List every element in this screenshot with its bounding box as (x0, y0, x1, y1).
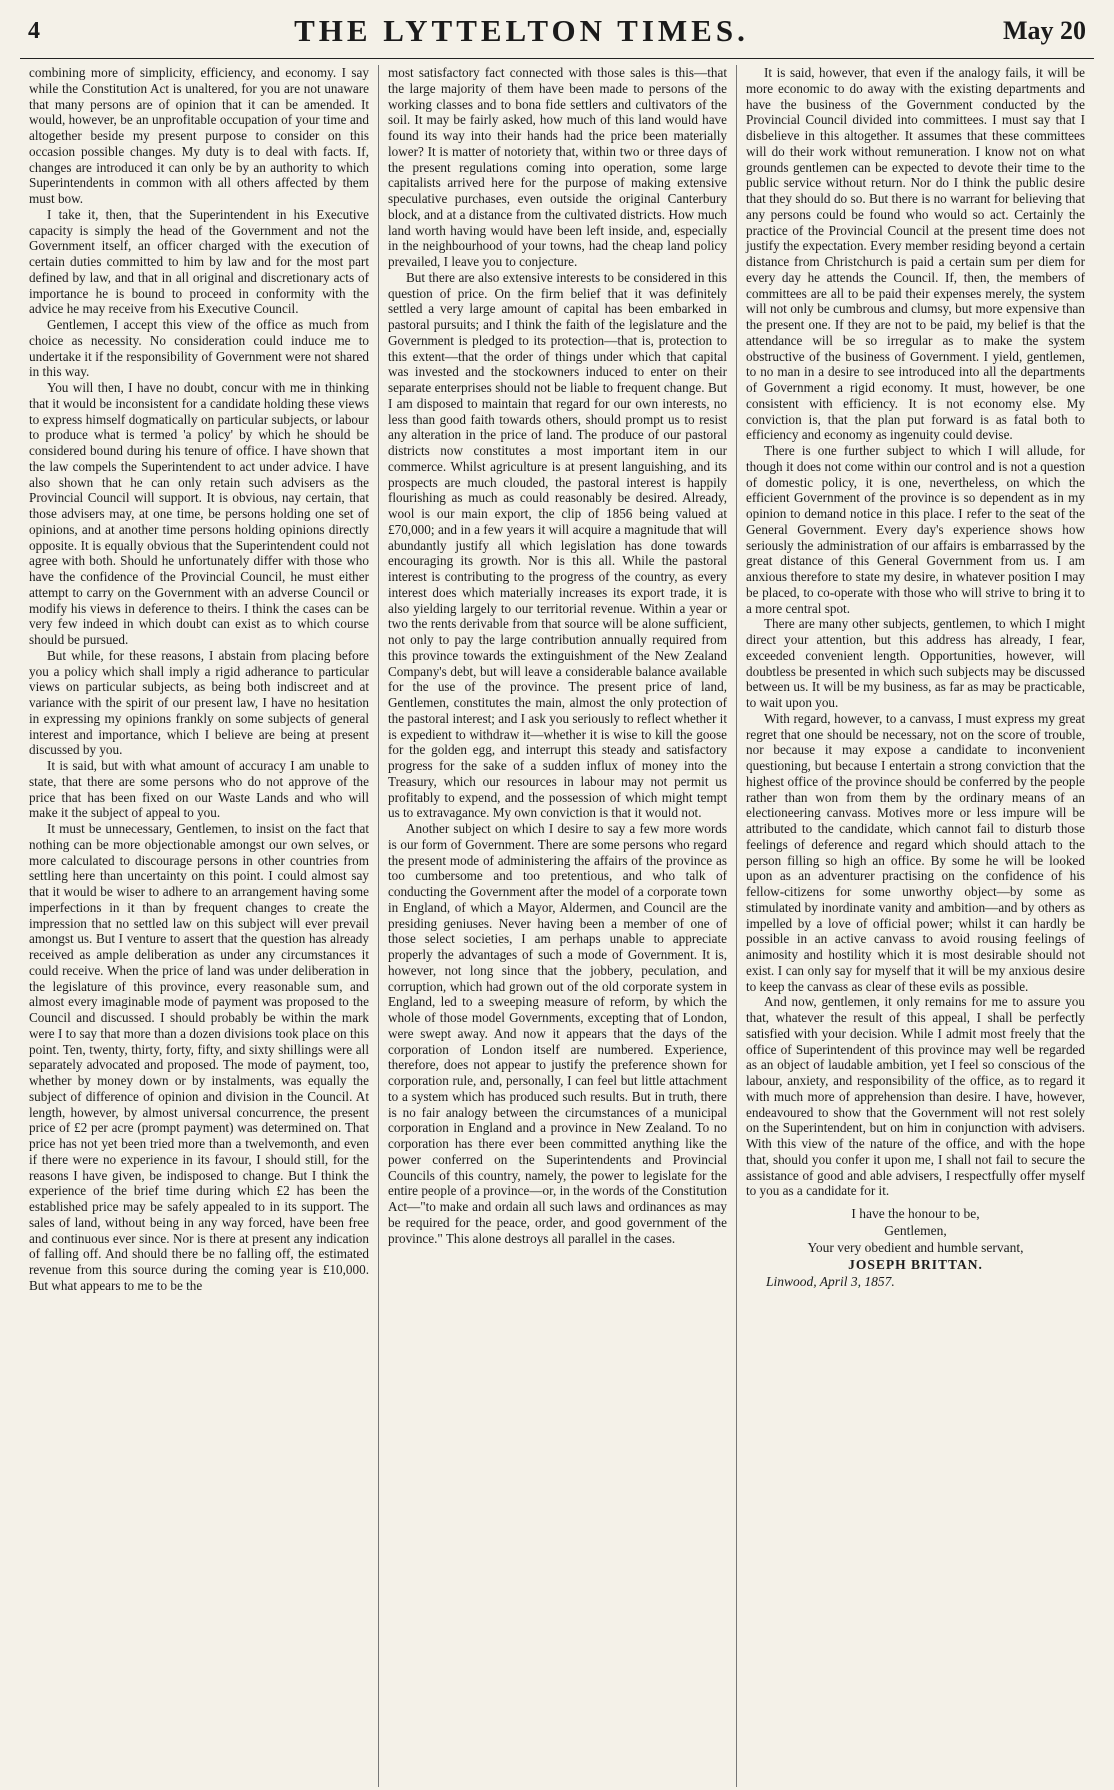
signoff-name: JOSEPH BRITTAN. (848, 1257, 983, 1272)
signoff-valediction: Your very obedient and humble servant, (807, 1240, 1024, 1255)
column-1-paragraph: I take it, then, that the Superintendent in his Executive capacity is simply the head of the Government and not the Government itself, an officer charged with the execution of certain duties committed to him by law and for the most part defined by law, and that in all original and discretionary acts of importance he is bound to proceed in conformity with the advice he may receive from his Executive Council. (29, 206, 369, 317)
signoff-salutation: Gentlemen, (884, 1223, 947, 1238)
column-2-paragraph: most satisfactory fact connected with those sales is this—that the large majority of them have been made to persons of the working classes and to bona fide settlers and cultivators of the soil. It may be fairly asked, how much of this land would have found its way into their hands had the price been materially lower? It is matter of notoriety that, within two or three days of the present regulations coming into operation, some large capitalists arrived here for the purpose of making extensive speculative purchases, even outside the original Canterbury block, and at a distance from the cultivated districts. How much land worth having would have been left inside, and, especially in the neighbourhood of your towns, had the cheap land policy prevailed, I leave you to conjecture. (388, 65, 727, 269)
column-3-body (746, 65, 1085, 1199)
column-1-paragraph: You will then, I have no doubt, concur with me in thinking that it would be inconsistent for a candidate holding these views to express himself dogmatically on particular subjects, or labour to produce what is termed 'a policy' by which he should be considered bound during his tenure of office. I have shown that the law compels the Superintendent to act under advice. I have also shown that he can only retain such advisers as the Provincial Council will support. It is obvious, nay certain, that those advisers may, at one time, be persons holding one set of opinions, and at another time persons holding opinions directly opposite. It is equally obvious that the Superintendent could not agree with both. Should he unfortunately differ with those who have the confidence of the Provincial Council, he must either attempt to carry on the Government with an adverse Council or modify his views in deference to theirs. I think the cases can be very few indeed in which doubt can exist as to which course should be pursued. (29, 380, 369, 647)
column-1-paragraph: combining more of simplicity, efficiency, and economy. I say while the Constitution Act is unaltered, for you are not unaware that many persons are of opinion that it can be amended. It would, however, be an unprofitable occupation of your time and altogether beside my present purpose to consider on this occasion possible changes. My duty is to deal with facts. If, changes are introduced it can only be by an authority to which Superintendents in common with all others affected by them must bow. (29, 65, 369, 206)
page-number: 4 (28, 17, 40, 44)
column-2-paragraph: Another subject on which I desire to say a few more words is our form of Government. There are some persons who regard the present mode of administering the affairs of the province as too cumbersome and too pretentious, and who talk of conducting the Government after the model of a corporate town in England, of which a Mayor, Aldermen, and Council are the presiding geniuses. Never having been a member of one of those select societies, I am perhaps unable to appreciate properly the advantages of such a mode of Government. It is, however, not long since that the jobbery, peculation, and corruption, which had grown out of the old corporate system in England, led to a sweeping measure of reform, by which the whole of those model Governments, excepting that of London, were swept away. And now it appears that the days of the corporation of London itself are numbered. Experience, therefore, does not appear to justify the preference shown for corporation rule, and, personally, I can feel but little attachment to a system which has produced such results. But in truth, there is no fair analogy between the circumstances of a municipal corporation in England and a province in New Zealand. To no corporation has there ever been committed anything like the power conferred on the Superintendents and Provincial Councils of this country, namely, the power to legislate for the entire people of a province—or, in the words of the Constitution Act—"to make and ordain all such laws and ordinances as may be required for the peace, order, and good government of the province." This alone destroys all parallel in the cases. (388, 821, 727, 1246)
column-1-paragraph: It must be unnecessary, Gentlemen, to insist on the fact that nothing can be more objectionable amongst our own selves, or more calculated to discourage persons in other countries from settling here than uncertainty on this point. I could almost say that it would be wiser to adhere to an arrangement having some imperfections in it than by frequent changes to create the impression that no settled law on this subject will ever prevail amongst us. But I venture to assert that the question has already received as ample deliberation as under any circumstances it could receive. When the price of land was under deliberation in the legislature of this province, every reasonable sum, and almost every imaginable mode of payment was proposed to the Council and discussed. I should probably be within the mark were I to say that more than a dozen divisions took place on this point. Ten, twenty, thirty, forty, fifty, and sixty shillings were all separately advocated and proposed. The mode of payment, too, whether by money down or by instalments, was equally the subject of difference of opinion and division in the Council. At length, however, by almost universal concurrence, the present price of £2 per acre (prompt payment) was determined on. That price has not yet been tried more than a twelvemonth, and even if there were no experience in its favour, I should still, for the reasons I have given, be indisposed to change. But I think the experience of the brief time during which £2 has been the established price may be safely appealed to in its support. The sales of land, without being in any way forced, have been free and continuous ever since. Nor is there at present any indication of falling off. And should there be no falling off, the estimated revenue from this source during the coming year is £10,000. But what appears to me to be the (29, 821, 369, 1293)
issue-date: May 20 (1002, 16, 1086, 45)
column-2-paragraph: But there are also extensive interests to be considered in this question of price. On the firm belief that it was definitely settled a very large amount of capital has been embarked in pastoral pursuits; and I think the faith of the legislature and the Government is pledged to its protection—that is, protection to this extent—that the order of things under which that capital was invested and the stockowners induced to enter on their separate enterprises should not be liable to frequent change. But I am disposed to maintain that regard for our own interests, no less than good faith towards others, should prompt us to resist any alteration in the price of land. The produce of our pastoral districts now constitutes a most important item in our commerce. Whilst agriculture is at present languishing, and its prospects are much clouded, the pastoral interest is happily flourishing as much as could reasonably be desired. Already, wool is our main export, the clip of 1856 being valued at £70,000; and in a few years it will acquire a magnitude that will abundantly justify all which legislation has done towards encouraging its growth. Nor is this all. While the pastoral interest is contributing to the progress of the country, as every interest does which materially increases its export trade, it is also yielding largely to our territorial revenue. Within a year or two the rents derivable from that source will be alone sufficient, not only to pay the large contribution annually required from this province towards the extinguishment of the New Zealand Company's debt, but will leave a considerable balance available for the use of the province. The present price of land, Gentlemen, constitutes the main, almost the only protection of the pastoral interest; and I ask you seriously to reflect whether it is expedient to withdraw it—whether it is wise to kill the goose for the golden egg, and interrupt this steady and satisfactory progress for the sake of a sudden influx of money into the Treasury, which our resources in labour may not permit us profitably to expend, and the possession of which might tempt us to extravagance. My own conviction is that it would not. (388, 269, 727, 821)
column-3-paragraph: There is one further subject to which I will allude, for though it does not come within our control and is not a question of domestic policy, it is one, nevertheless, on which the efficient Government of the province is so dependent as in my opinion to demand notice in this place. I refer to the seat of the General Government. Every day's experience shows how seriously the administration of our affairs is embarrassed by the great distance of this General Government from us. I am anxious therefore to state my desire, in whatever position I may be placed, to co-operate with those who will strive to bring it to a more central spot. (746, 443, 1085, 616)
column-3-paragraph: There are many other subjects, gentlemen, to which I might direct your attention, but this address has already, I fear, exceeded convenient length. Opportunities, however, will doubtless be presented in which such subjects may be discussed between us. It will be my business, as far as may be practicable, to wait upon you. (746, 616, 1085, 710)
column-2 (378, 65, 736, 1787)
column-3-paragraph: It is said, however, that even if the analogy fails, it will be more economic to do away with the existing departments and have the business of the Government conducted by the Provincial Council divided into committees. I must say that I disbelieve in this altogether. It assumes that these committees will do their work without remuneration. I know not on what grounds gentlemen can be expected to devote their time to the public service without return. Nor do I think the public desire that they should do so. But there is no warrant for believing that any persons could be found who would so act. Certainly the practice of the Provincial Council at the present time does not justify the expectation. Every member residing beyond a certain distance from Christchurch is paid a certain sum per diem for every day he attends the Council. If, then, the members of committees are all to be paid their expenses merely, the system will not only be cumbrous and clumsy, but more expensive than the present one. If they are not to be paid, my belief is that the attendance will be so irregular as to make the system obstructive of the business of Government. I yield, gentlemen, to no man in a desire to see introduced into all the departments of Government a rigid economy. It must, however, be one consistent with efficiency. It is not economy else. My conviction is, that the plan put forward is as fatal both to efficiency and economy as ingenuity could devise. (746, 65, 1085, 443)
column-1 (20, 65, 378, 1787)
newspaper-title: THE LYTTELTON TIMES. (294, 13, 749, 48)
signoff-closing: I have the honour to be, (851, 1206, 980, 1221)
column-1-paragraph: But while, for these reasons, I abstain from placing before you a policy which shall imply a rigid adherance to particular views on particular subjects, as being both indiscreet and at variance with the spirit of our present law, I have no hesitation in expressing my opinions frankly on some subjects of general interest and importance, which I believe are being at present discussed by you. (29, 647, 369, 758)
signoff-place-date: Linwood, April 3, 1857. (766, 1274, 895, 1289)
masthead (20, 4, 1094, 59)
column-3 (736, 65, 1094, 1787)
column-1-paragraph: It is said, but with what amount of accuracy I am unable to state, that there are some persons who do not approve of the price that has been fixed on our Waste Lands and who will make it the subject of appeal to you. (29, 758, 369, 821)
column-3-paragraph: With regard, however, to a canvass, I must express my great regret that one should be necessary, not on the score of trouble, nor because it may expose a candidate to inconvenient questioning, but because I entertain a strong conviction that the highest office of the province should be conferred by the people rather than won from them by the ordinary means of an electioneering canvass. Motives more or less impure will be attributed to the candidate, which cannot fail to disturb those feelings of deference and regard which should attach to the person filling so high an office. By some he will be looked upon as an adventurer practising on the confidence of his fellow-citizens for some unworthy object—by some as stimulated by inordinate vanity and ambition—and by others as impelled by a love of official power; whilst it can hardly be possible in an active canvass to avoid rousing feelings of animosity and hostility which it is most desirable should not exist. I can only say for myself that it will be my anxious desire to keep the canvass as clear of these evils as possible. (746, 710, 1085, 994)
article-columns (20, 65, 1094, 1787)
column-1-paragraph: Gentlemen, I accept this view of the office as much from choice as necessity. No consideration could induce me to undertake it if the responsibility of Government were not shared in this way. (29, 317, 369, 380)
column-3-paragraph: And now, gentlemen, it only remains for me to assure you that, whatever the result of this appeal, I shall be perfectly satisfied with your decision. While I admit most freely that the office of Superintendent of this province may well be regarded as an object of laudable ambition, yet I feel so conscious of the labour, anxiety, and responsibility of the office, as to regard it with much more of apprehension than desire. I have, however, endeavoured to show that the Government will not rest solely on the Superintendent, but on him in conjunction with advisers. With this view of the nature of the office, and with the hope that, should you confer it upon me, I shall not fail to secure the assistance of good and able advisers, I respectfully offer myself to you as a candidate for it. (746, 994, 1085, 1199)
signoff (746, 1205, 1085, 1290)
